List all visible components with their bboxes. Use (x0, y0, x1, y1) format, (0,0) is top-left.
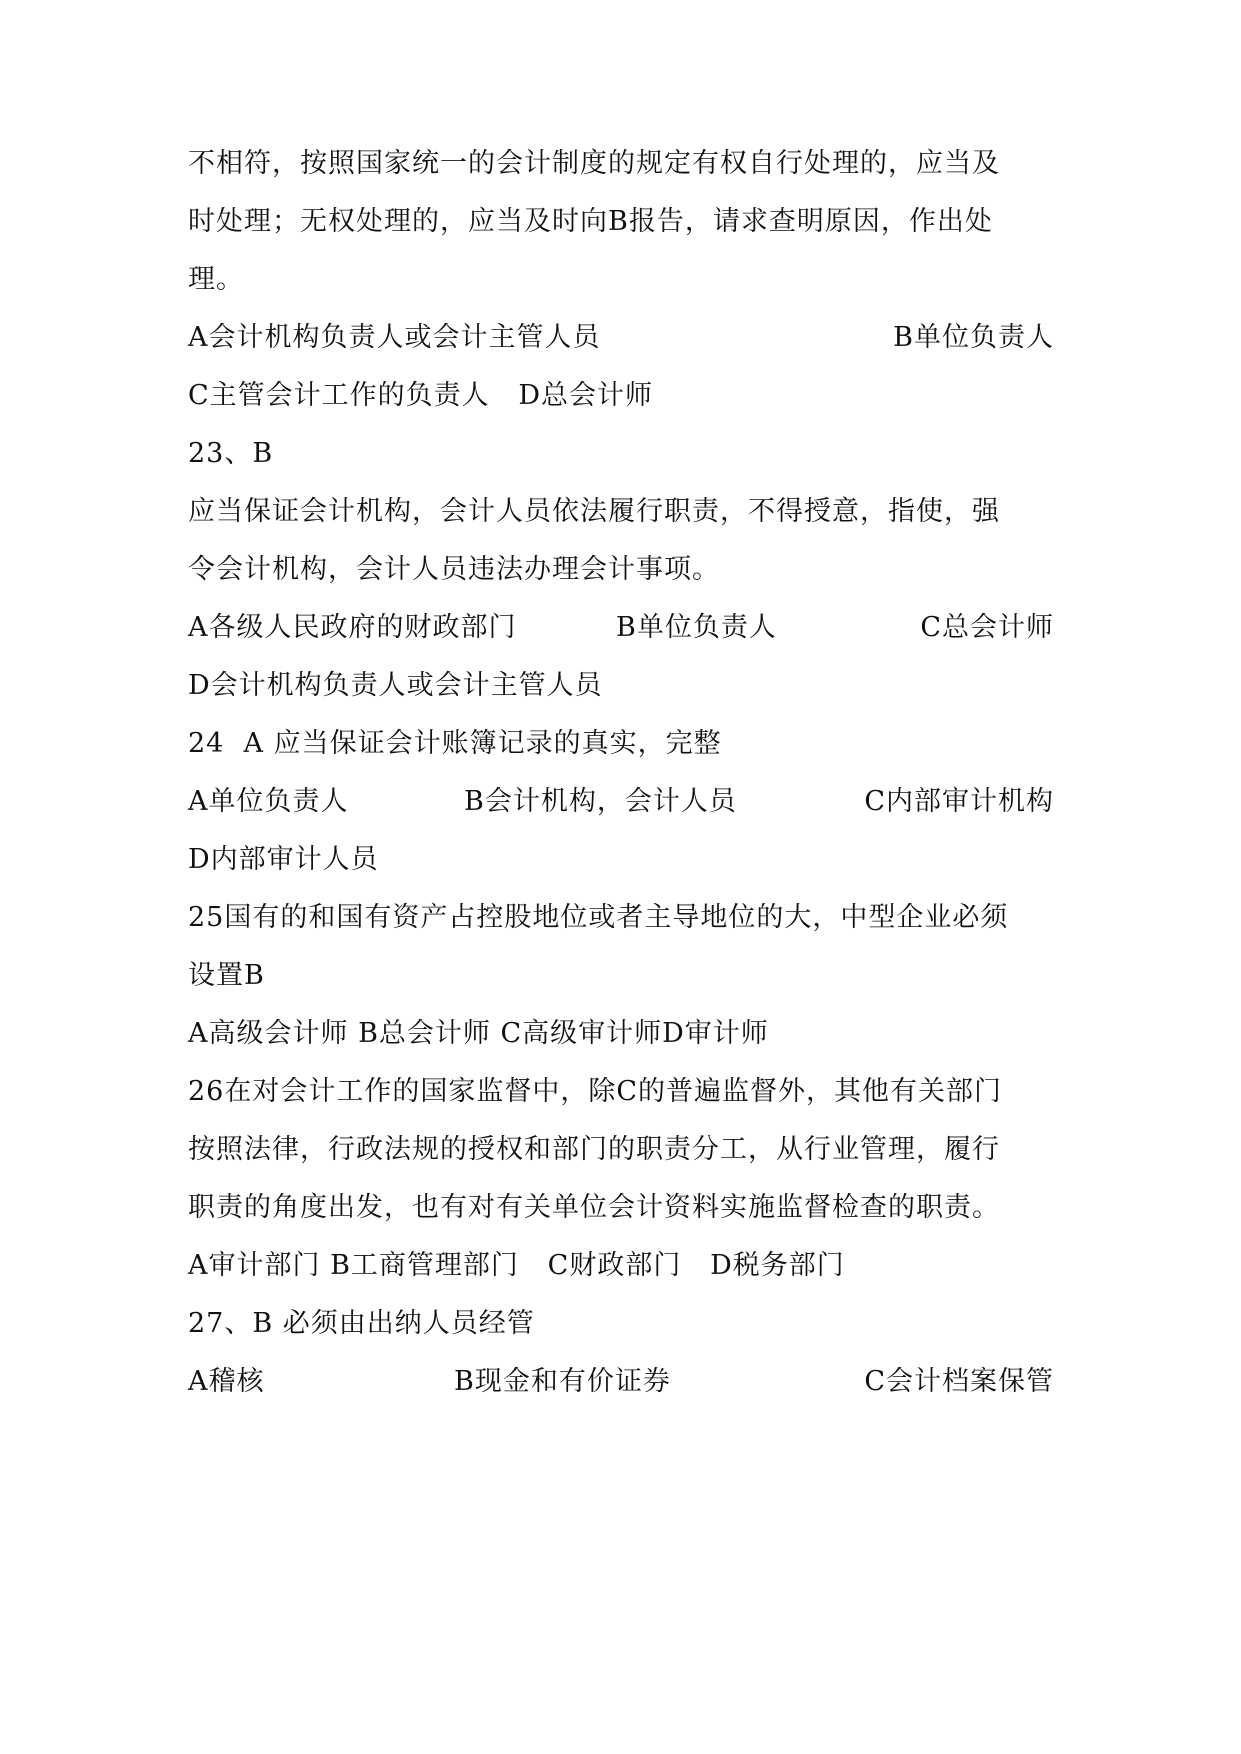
q24-options-row-1 (188, 780, 1054, 824)
q25-text-line-1: 25国有的和国有资产占控股地位或者主导地位的大，中型企业必须 (188, 902, 1009, 933)
q26-text-line-3: 职责的角度出发，也有对有关单位会计资料实施监督检查的职责。 (188, 1192, 1000, 1223)
q22-options-row-1 (188, 316, 1054, 360)
q27-text: 27、B 必须由出纳人员经管 (188, 1308, 535, 1339)
q23-option-a: A各级人民政府的财政部门 (188, 612, 517, 643)
q27-option-b: B现金和有价证券 (454, 1366, 671, 1397)
q24-option-b: B会计机构，会计人员 (464, 786, 737, 817)
q22-text-line-1: 不相符，按照国家统一的会计制度的规定有权自行处理的，应当及 (188, 148, 1000, 179)
q27-options-row-1 (188, 1360, 1054, 1404)
q23-text-line-2: 令会计机构，会计人员违法办理会计事项。 (188, 554, 720, 585)
q24-option-a: A单位负责人 (188, 786, 349, 817)
q22-text-line-3: 理。 (188, 264, 244, 295)
q27-option-a: A稽核 (188, 1366, 265, 1397)
q22-options-row-2: C主管会计工作的负责人 D总会计师 (188, 380, 654, 411)
q23-text-line-1: 应当保证会计机构，会计人员依法履行职责，不得授意，指使，强 (188, 496, 1000, 527)
q23-option-b: B单位负责人 (616, 612, 777, 643)
q24-text: 24 A 应当保证会计账簿记录的真实，完整 (188, 728, 722, 759)
q24-option-c: C内部审计机构 (864, 786, 1054, 817)
q25-text-line-2: 设置B (188, 960, 265, 991)
q27-option-c: C会计档案保管 (864, 1366, 1054, 1397)
q23-option-d: D会计机构负责人或会计主管人员 (188, 670, 603, 701)
q22-text-line-2: 时处理；无权处理的，应当及时向B报告，请求查明原因，作出处 (188, 206, 993, 237)
q22-option-b: B单位负责人 (893, 322, 1054, 353)
q23-options-row-1 (188, 606, 1054, 650)
q26-text-line-1: 26在对会计工作的国家监督中，除C的普遍监督外，其他有关部门 (188, 1076, 1003, 1107)
q24-option-d: D内部审计人员 (188, 844, 379, 875)
q22-option-a: A会计机构负责人或会计主管人员 (188, 322, 601, 353)
q26-text-line-2: 按照法律，行政法规的授权和部门的职责分工，从行业管理，履行 (188, 1134, 1000, 1165)
q25-options: A高级会计师 B总会计师 C高级审计师D审计师 (188, 1018, 769, 1049)
q23-heading: 23、B (188, 438, 274, 469)
q26-options: A审计部门 B工商管理部门 C财政部门 D税务部门 (188, 1250, 845, 1281)
q23-option-c: C总会计师 (920, 612, 1054, 643)
